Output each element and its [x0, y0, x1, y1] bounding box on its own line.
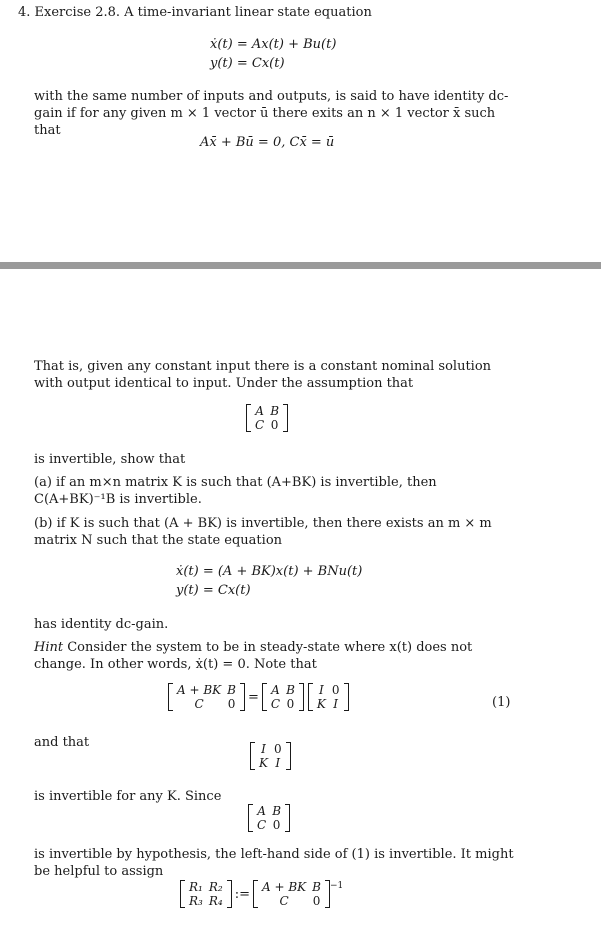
page-break-bar: [0, 262, 601, 269]
equation-number: (1): [492, 695, 511, 710]
invertible-for-any-k-text: is invertible for any K. Since: [34, 789, 222, 804]
state-eq-line1: ẋ(t) = Ax(t) + Bu(t): [210, 37, 337, 52]
part-b: (b) if K is such that (A + BK) is invertible, then there exists an m × m matrix N such that the state equation: [34, 516, 492, 548]
state-equation: [210, 36, 336, 74]
part-a: (a) if an m×n matrix K is such that (A+BK) is invertible, then C(A+BK)⁻¹B is invertible.: [34, 475, 437, 507]
definition-paragraph: with the same number of inputs and outputs, is said to have identity dc-gain if for any given m × 1 vector ū there exits an n × 1 vector x̄ such that: [34, 89, 509, 138]
hypothesis-paragraph: is invertible by hypothesis, the left-hand side of (1) is invertible. It might be helpful to assign: [34, 847, 514, 879]
hint-text: Consider the system to be in steady-state where x(t) does not change. In other words, ẋ(t) = 0. Note that: [34, 640, 473, 672]
hint-label: Hint: [34, 640, 64, 655]
hint-paragraph: [34, 639, 514, 673]
closed-eq-line1: ẋ(t) = (A + BK)x(t) + BNu(t): [176, 564, 363, 579]
inverse-exponent: −1: [329, 881, 344, 891]
dc-gain-condition: Ax̄ + Bū = 0, Cx̄ = ū: [200, 135, 335, 150]
identity-dc-gain-text: has identity dc-gain.: [34, 617, 169, 632]
show-that-text: is invertible, show that: [34, 452, 186, 467]
exercise-heading: 4. Exercise 2.8. A time-invariant linear state equation: [18, 5, 372, 20]
interpretation-paragraph: That is, given any constant input there is a constant nominal solution with output identical to input. Under the assumption that: [34, 359, 492, 391]
closed-loop-equation: [176, 563, 362, 601]
matrix-ik: I 0 K I: [250, 742, 291, 770]
matrix-abc0-second: A B C 0: [248, 804, 290, 832]
equation-1: A + BK B C 0 = A B C 0 I 0 K I: [168, 683, 349, 711]
assignment-equation: R₁ R₂ R₃ R₄ := A + BK B C 0 $^{-1}$: [180, 880, 343, 908]
closed-eq-line2: y(t) = Cx(t): [176, 583, 251, 598]
and-that-text: and that: [34, 735, 90, 750]
matrix-abc0: A B C 0: [246, 404, 288, 432]
state-eq-line2: y(t) = Cx(t): [210, 56, 285, 71]
